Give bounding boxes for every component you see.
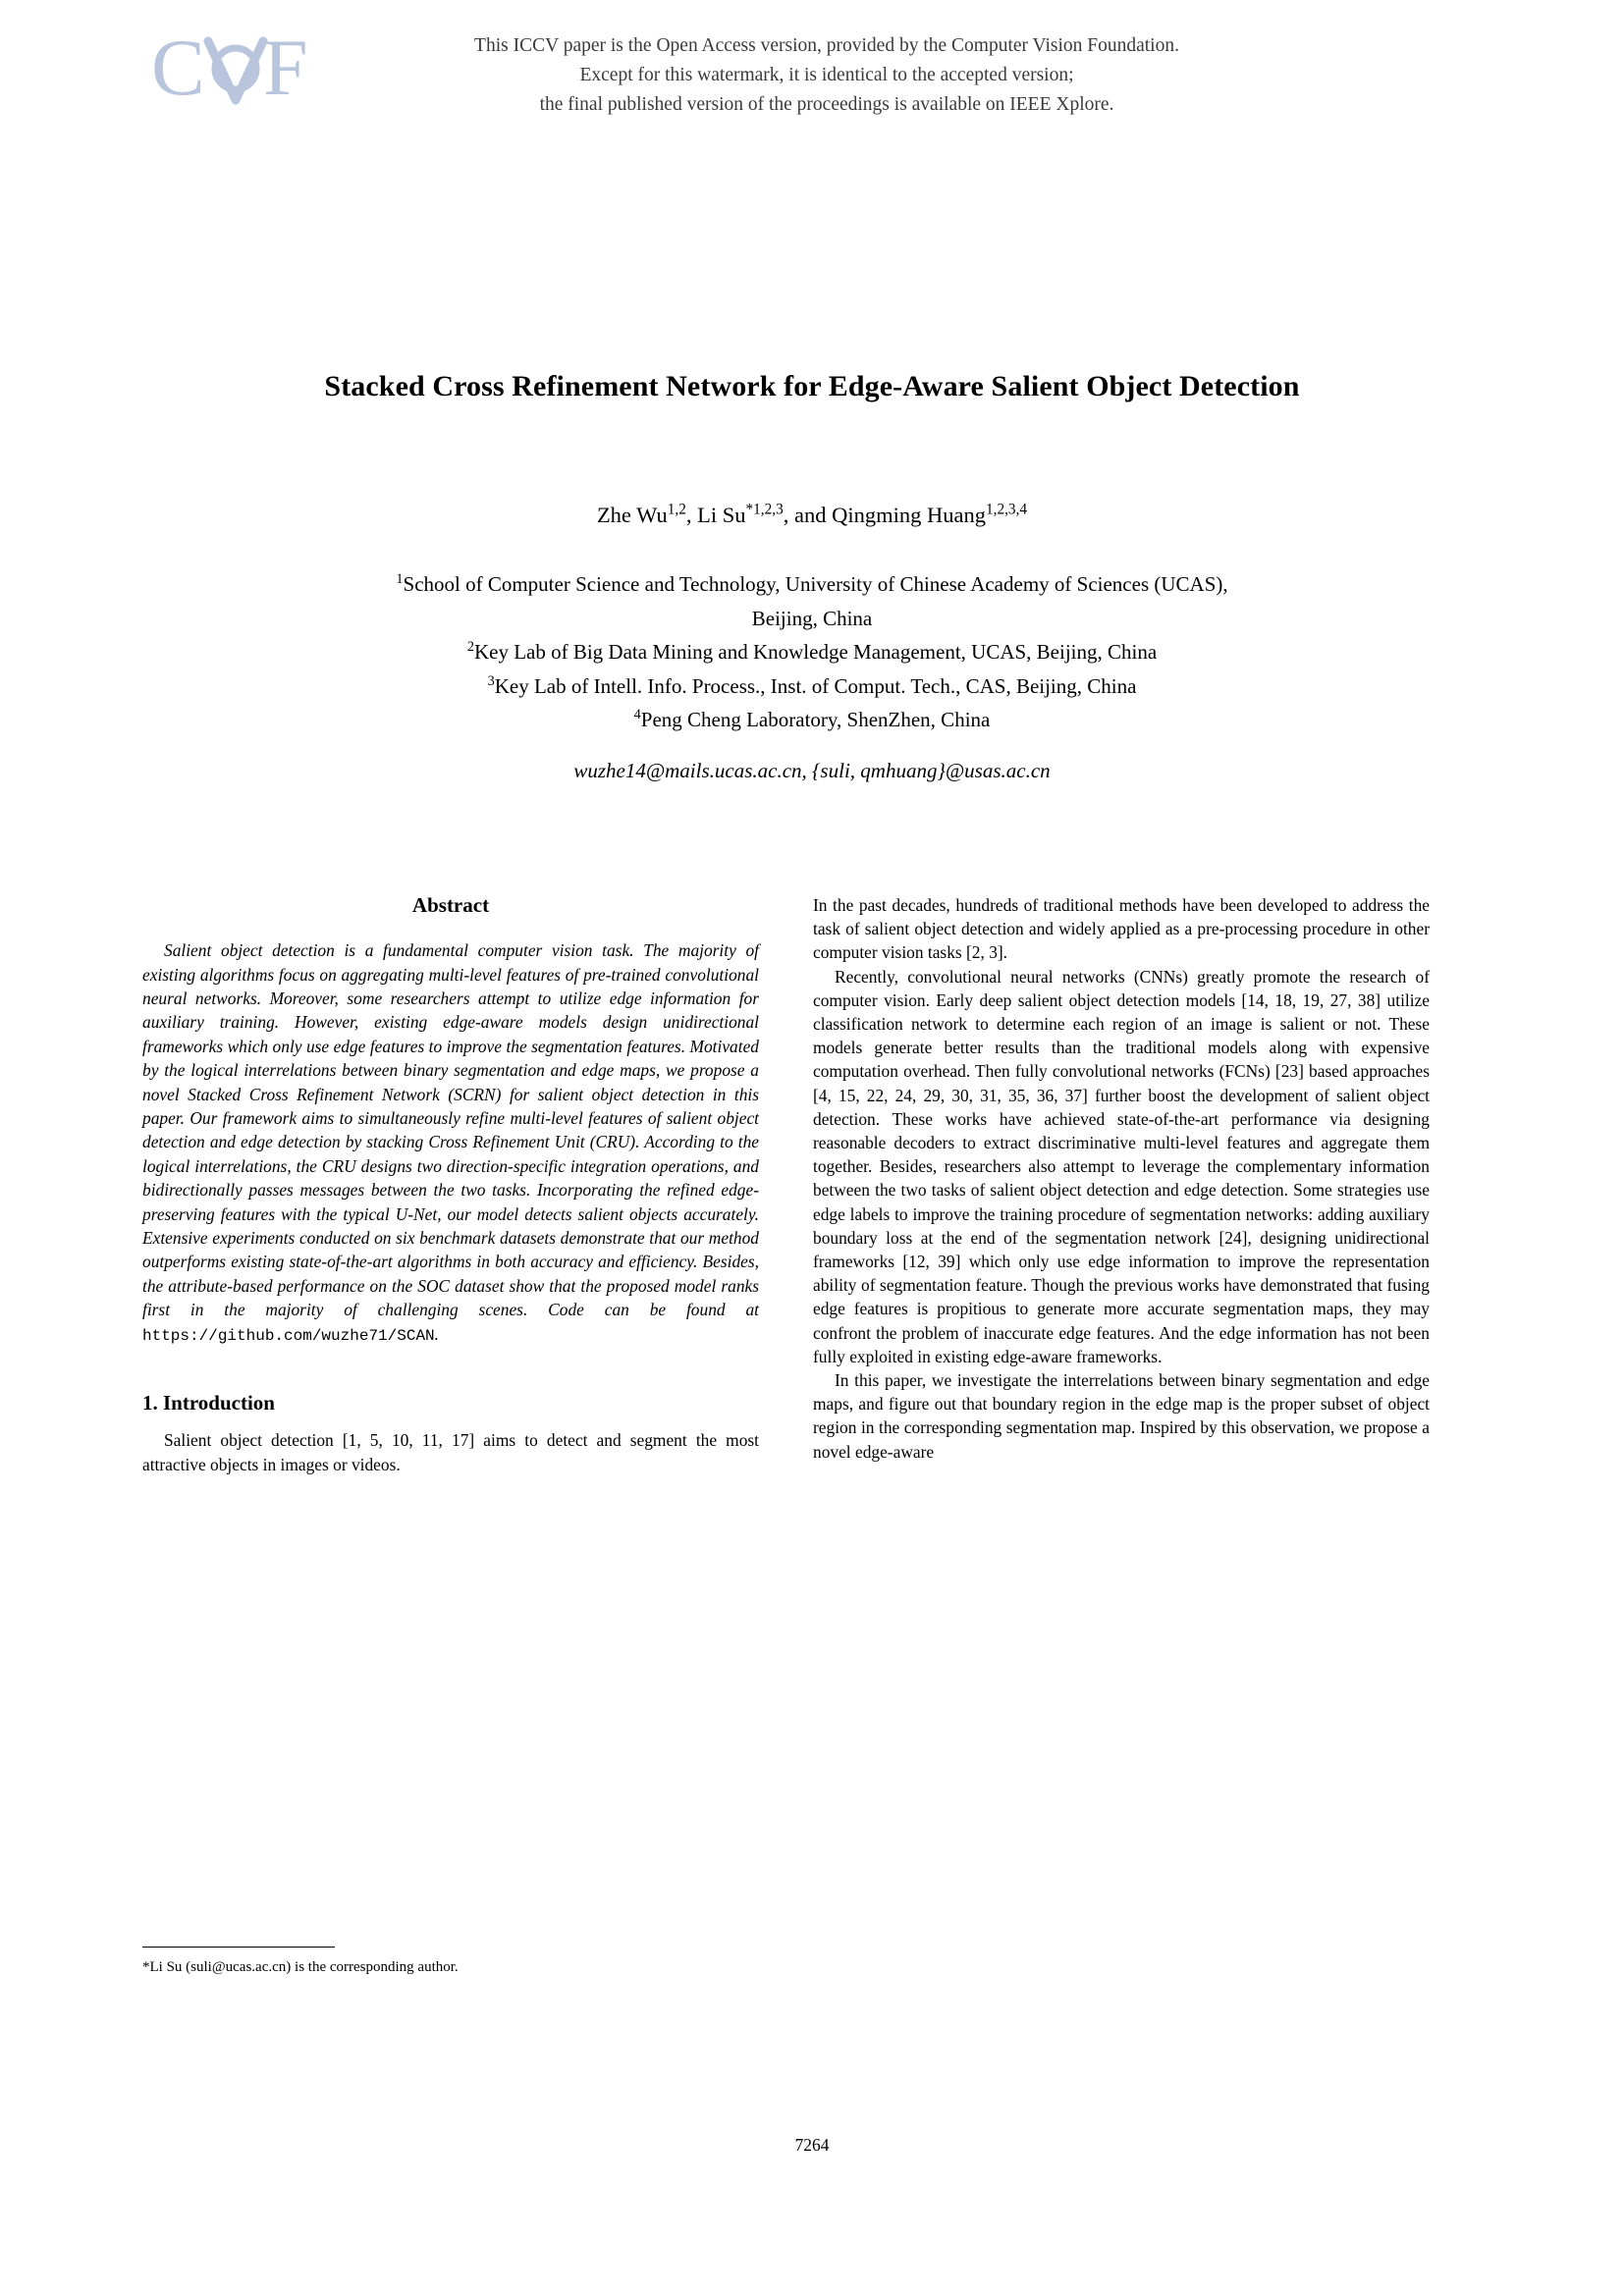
footnote-divider <box>142 1947 335 1948</box>
watermark-text <box>321 31 1332 120</box>
svg-text:F: F <box>263 24 306 112</box>
affiliation-2: $^2$Key Lab of Big Data Mining and Knowledge Management, UCAS, Beijing, China <box>466 639 1158 664</box>
paper-title: Stacked Cross Refinement Network for Edge-Aware Salient Object Detection <box>324 370 1300 402</box>
section-heading-introduction: 1. Introduction <box>142 1391 275 1415</box>
intro-paragraph-left-1: Salient object detection [1, 5, 10, 11, 17] aims to detect and segment the most attractive objects in images or videos. <box>142 1430 759 1474</box>
page-number: 7264 <box>794 2135 830 2155</box>
intro-paragraph-right-1: In the past decades, hundreds of traditional methods have been developed to address the task of salient object detection and widely applied as a pre-processing procedure in other computer vision tasks [2, 3]. <box>813 895 1430 963</box>
intro-paragraph-right-2: Recently, convolutional neural networks (CNNs) greatly promote the research of computer vision. Early deep salient object detection models [14, 18, 19, 27, 38] utilize classification network to determine each region of an image is salient or not. These models generate better results than the traditional models along with expensive computation overhead. Then fully convolutional networks (FCNs) [23] based approaches [4, 15, 22, 24, 29, 30, 31, 35, 36, 37] further boost the development of salient object detection. These works have achieved state-of-the-art performance via designing reasonable decoders to extract discriminative multi-level features and aggregate them together. Besides, researchers also attempt to leverage the complementary information between the two tasks of salient object detection and edge detection. Some strategies use edge labels to improve the training procedure of segmentation networks: adding auxiliary boundary loss at the end of the segmentation network [24], designing unidirectional frameworks [12, 39] which only use edge information to improve the representation ability of segmentation feature. Though the previous works have demonstrated that fusing edge features is propitious to generate more accurate segmentation maps, they may confront the problem of inaccurate edge features. And the edge information has not been fully exploited in existing edge-aware frameworks. <box>813 966 1430 1366</box>
affiliation-4: $^4$Peng Cheng Laboratory, ShenZhen, China <box>633 707 991 731</box>
affiliation-1: $^1$School of Computer Science and Technology, University of Chinese Academy of Sciences (UCAS), Beijing, China <box>396 571 1228 630</box>
abstract-url-suffix: . <box>434 1323 440 1344</box>
footnote-text: *Li Su (suli@ucas.ac.cn) is the corresponding author. <box>142 1959 459 1975</box>
watermark-line-2: Except for this watermark, it is identical to the accepted version; <box>579 65 1074 85</box>
abstract-text: Salient object detection is a fundamental computer vision task. The majority of existing algorithms focus on aggregating multi-level features of pre-trained convolutional neural networks. Moreover, some researchers attempt to utilize edge information for auxiliary training. However, existing edge-aware models design unidirectional frameworks which only use edge features to improve the segmentation features. Motivated by the logical interrelations between binary segmentation and edge maps, we propose a novel Stacked Cross Refinement Network (SCRN) for salient object detection in this paper. Our framework aims to simultaneously refine multi-level features of salient object detection and edge detection by stacking Cross Refinement Unit (CRU). According to the logical interrelations, the CRU designs two direction-specific integration operations, and bidirectionally passes messages between the two tasks. Incorporating the refined edge-preserving features with the typical U-Net, our model detects salient objects accurately. Extensive experiments conducted on six benchmark datasets demonstrate that our method outperforms existing state-of-the-art algorithms in both accuracy and efficiency. Besides, the attribute-based performance on the SOC dataset show that the proposed model ranks first in the majority of challenging scenes. Code can be found at <box>142 940 759 1320</box>
affiliation-block <box>125 567 1499 737</box>
svg-text:C: C <box>151 24 203 112</box>
column-left <box>142 893 759 1476</box>
abstract-body <box>142 938 759 1348</box>
affiliation-3: $^3$Key Lab of Intell. Info. Process., Inst. of Comput. Tech., CAS, Beijing, China <box>487 672 1137 698</box>
cvf-logo-icon <box>147 24 324 117</box>
author-email: wuzhe14@mails.ucas.ac.cn, {suli, qmhuang}@usas.ac.cn <box>573 759 1051 782</box>
intro-paragraph-right-3: In this paper, we investigate the interrelations between binary segmentation and edge maps, and figure out that boundary region in the edge map is the proper subset of object region in the corresponding segmentation map. Inspired by this observation, we propose a novel edge-aware <box>813 1370 1430 1462</box>
watermark-line-3: the final published version of the proceedings is available on IEEE Xplore. <box>539 94 1114 115</box>
abstract-code-url[interactable]: https://github.com/wuzhe71/SCAN <box>142 1326 435 1345</box>
author-list: Zhe Wu$^{1,2}$, Li Su$^{*1,2,3}$, and Qingming Huang$^{1,2,3,4}$ <box>596 501 1028 527</box>
column-right <box>813 893 1430 1464</box>
abstract-heading: Abstract <box>411 893 490 917</box>
watermark-line-1: This ICCV paper is the Open Access version, provided by the Computer Vision Foundation. <box>474 35 1179 56</box>
